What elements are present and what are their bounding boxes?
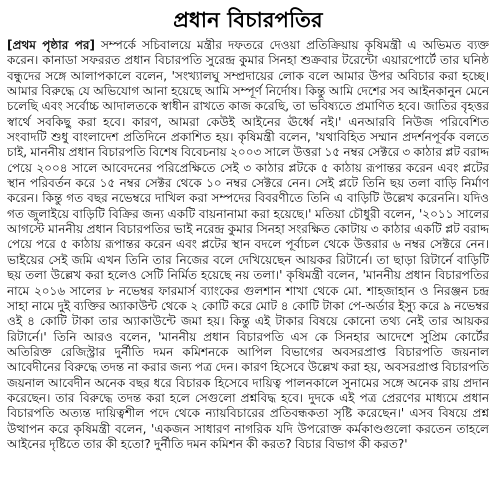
paragraph-text: সম্পর্কে সচিবালয়ে মন্ত্রীর দফতরে দেওয়া প্রতিক্রিয়ায় কৃষিমন্ত্রী এ অভিমত ব্যক্ত করেন। কানাডা সফররত প্রধান বিচারপতি সুরেন্দ্র কুমার সিনহা শুক্রবার টরেন্টো এয়ারপোর্টে তার ঘনিষ্ঠ বন্ধুদের সঙ্গে আলাপকালে বলেন, 'সংখ্যালঘু সম্প্রদায়ের লোক বলে আমার উপর অবিচার করা হচ্ছে। আমার বিরুদ্ধে যে অভিযোগ আনা হয়েছে আমি সম্পূর্ণ নির্দোষ। কিন্তু আমি দেশের সব আইনকানুন মেনে চলেছি এবং সর্বোচ্চ আদালতকে স্বাধীন রাখতে কাজ করেছি, তা ভবিষ্যতে প্রমাণিত হবে। জাতির বৃহত্তর স্বার্থে সবকিছু করা হবে। কারণ, আমরা কেউই আইনের ঊর্ধ্বে নই।' এনআরবি নিউজ পরিবেশিত সংবাদটি শুধু বাংলাদেশ প্রতিদিনে প্রকাশিত হয়। কৃষিমন্ত্রী বলেন, 'যথাবিহিত সম্মান প্রদর্শনপূর্বক বলতে চাই, মাননীয় প্রধান বিচারপতি বিশেষ বিবেচনায় ২০০৩ সালে উত্তরা ১৫ নম্বর সেক্টরে ৩ কাঠার প্লট বরাদ্দ পেয়ে ২০০৪ সালে আবেদনের পরিপ্রেক্ষিতে সেই ৩ কাঠার প্লটকে ৫ কাঠায় রূপান্তর করেন এবং প্লটের স্থান পরিবর্তন করে ১৫ নম্বর সেক্টর থেকে ১০ নম্বর সেক্টরে নেন। সেই প্লটে তিনি ছয় তলা বাড়ি নির্মাণ করেন। কিন্তু গত বছর নভেম্বরে দাখিল করা সম্পদের বিবরণীতে তিনি এ বাড়িটি উল্লেখ করেননি। যদিও গত জুলাইয়ে বাড়িটি বিক্রির জন্য একটি বায়নানামা করা হয়েছে।' মতিয়া চৌধুরী বলেন, '২০১১ সালের আগস্টে মাননীয় প্রধান বিচারপতির ভাই নরেন্দ্র কুমার সিনহা সংরক্ষিত কোটায় ৩ কাঠার একটি প্লট বরাদ্দ পেয়ে পরে ৫ কাঠায় রূপান্তর করেন এবং প্লটের স্থান বদলে পূর্বাচল থেকে উত্তরার ৬ নম্বর সেক্টরে নেন। ভাইয়ের সেই জমি এখন তিনি তার নিজের বলে দেখিয়েছেন আয়কর রিটার্নে। তা ছাড়া রিটার্নে বাড়িটি ছয় তলা উল্লেখ করা হলেও সেটি নির্মিত হয়েছে নয় তলা।' কৃষিমন্ত্রী বলেন, 'মাননীয় প্রধান বিচারপতির নামে ২০১৬ সালের ৮ নভেম্বর ফারমার্স ব্যাংকের গুলশান শাখা থেকে মো. শাহজাহান ও নিরঞ্জন চন্দ্র সাহা নামে দুই ব্যক্তির অ্যাকাউন্ট থেকে ২ কোটি করে মোট ৪ কোটি টাকা পে-অর্ডার ইস্যু করে ৯ নভেম্বর ওই ৪ কোটি টাকা তার অ্যাকাউন্টে জমা হয়। কিন্তু এই টাকার বিষয়ে কোনো তথ্য নেই তার আয়কর রিটার্নে।' তিনি আরও বলেন, 'মাননীয় প্রধান বিচারপতি এস কে সিনহার আদেশে সুপ্রিম কোর্টের অতিরিক্ত রেজিস্ট্রার দুর্নীতি দমন কমিশনকে আপিল বিভাগের অবসরপ্রাপ্ত বিচারপতি জয়নাল আবেদীনের বিরুদ্ধে তদন্ত না করার জন্য পত্র দেন। কারণ হিসেবে উল্লেখ করা হয়, অবসরপ্রাপ্ত বিচারপতি জয়নাল আবেদীন অনেক বছর ধরে বিচারক হিসেবে দায়িত্ব পালনকালে সুনামের সঙ্গে অনেক রায় প্রদান করেছেন। তার বিরুদ্ধে তদন্ত করা হলে সেগুলো প্রশ্নবিদ্ধ হবে। দুদকে এই পত্র প্রেরণের মাধ্যমে প্রধান বিচারপতি অত্যন্ত দায়িত্বশীল পদে থেকে ন্যায়বিচারের প্রতিবন্ধকতা সৃষ্টি করেছেন।' এসব বিষয়ে প্রশ্ন উত্থাপন করে কৃষিমন্ত্রী বলেন, 'একজন সাধারণ নাগরিক যদি উপরোক্ত কর্মকাণ্ডগুলো করতেন তাহলে আইনের দৃষ্টিতে তার কী হতো? দুর্নীতি দমন কমিশন কী করত? বিচার বিভাগ কী করত?' xyxy=(7,38,489,451)
article-headline: প্রধান বিচারপতির xyxy=(173,8,323,32)
article-body xyxy=(7,38,489,502)
article-paragraph xyxy=(7,38,489,452)
continuation-tag: [প্রথম পৃষ্ঠার পর] xyxy=(7,38,95,52)
